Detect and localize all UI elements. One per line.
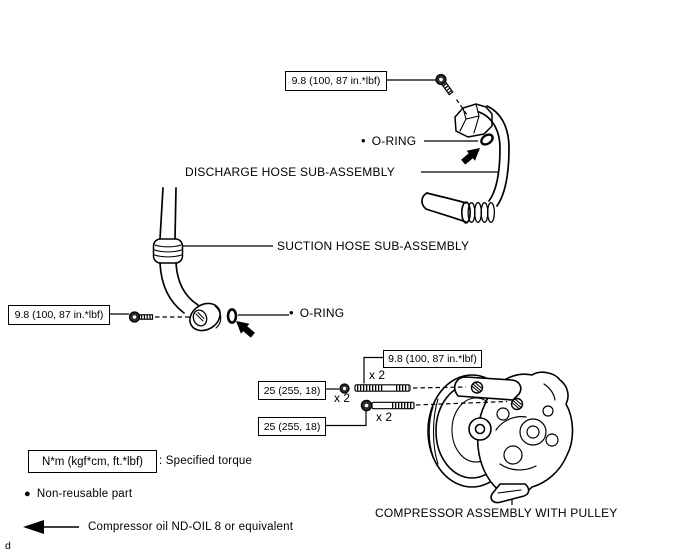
o-ring-top-label xyxy=(361,134,416,148)
eye-fitting xyxy=(185,298,225,336)
compressor-drawing xyxy=(428,372,573,502)
page-mark: d xyxy=(5,540,11,552)
bolt-hole-upper xyxy=(472,382,483,393)
bolt-hole-lower xyxy=(512,399,523,410)
discharge-hose-label: DISCHARGE HOSE SUB-ASSEMBLY xyxy=(185,165,395,179)
bullet-icon: • xyxy=(361,133,366,148)
torque-spec-box-nut: 25 (255, 18) xyxy=(258,381,326,400)
torque-spec-box-bolt: 25 (255, 18) xyxy=(258,417,326,436)
suction-hose-drawing xyxy=(154,188,226,336)
stud-bolt-icon xyxy=(355,385,466,391)
suction-hose-label: SUCTION HOSE SUB-ASSEMBLY xyxy=(277,239,470,253)
o-ring-side-text: O-RING xyxy=(299,306,345,320)
legend-non-reusable-text: Non-reusable part xyxy=(36,488,133,500)
bullet-icon: • xyxy=(289,305,294,320)
torque-spec-box-left: 9.8 (100, 87 in.*lbf) xyxy=(8,305,110,325)
qty-marker-bolt: x 2 xyxy=(376,410,393,424)
legend-torque-symbol-box: N*m (kgf*cm, ft.*lbf) xyxy=(28,450,157,473)
legend-oil-arrow-icon xyxy=(23,520,79,534)
hose-crimp xyxy=(154,239,183,263)
legend-torque-meaning: : Specified torque xyxy=(159,455,253,467)
legend-oil-note: Compressor oil ND-OIL 8 or equivalent xyxy=(88,521,294,533)
oil-apply-arrow-top-icon xyxy=(459,143,484,167)
legend-non-reusable xyxy=(24,487,132,501)
qty-marker-nut: x 2 xyxy=(334,391,351,405)
bolt-left-icon xyxy=(130,312,192,322)
o-ring-side-icon xyxy=(228,309,236,322)
hose-crimp xyxy=(462,202,495,223)
o-ring-top-text: O-RING xyxy=(371,134,417,148)
compressor-label: COMPRESSOR ASSEMBLY WITH PULLEY xyxy=(375,506,618,520)
torque-spec-box-stud: 9.8 (100, 87 in.*lbf) xyxy=(383,350,482,368)
qty-marker-stud: x 2 xyxy=(369,368,386,382)
torque-spec-box-top: 9.8 (100, 87 in.*lbf) xyxy=(285,71,387,91)
mounting-lug xyxy=(455,377,521,400)
o-ring-side-label xyxy=(289,306,344,320)
discharge-fitting xyxy=(455,104,492,137)
non-reusable-bullet-icon: ● xyxy=(24,488,31,500)
